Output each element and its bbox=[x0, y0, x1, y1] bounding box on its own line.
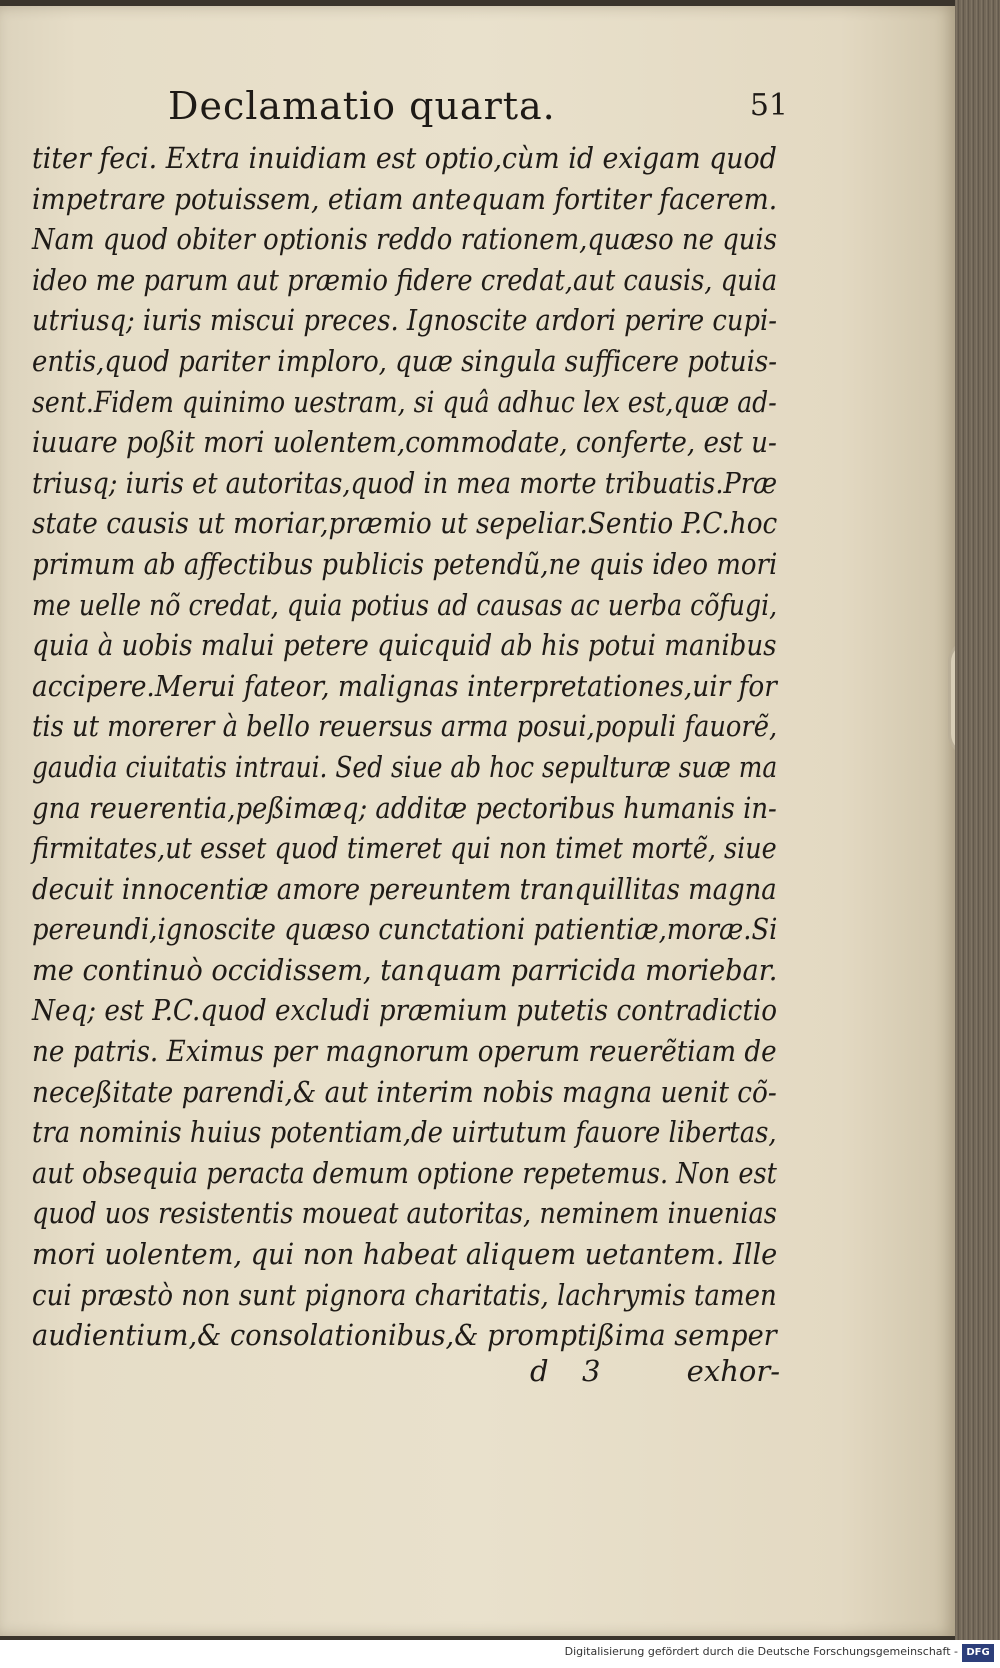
text-line: impetrare potuissem, etiam antequam fortiter facerem. bbox=[32, 181, 778, 216]
text-line: me continuò occidissem, tanquam parricida moriebar. bbox=[32, 952, 778, 987]
text-line: utriusq; iuris miscui preces. Ignoscite ardori perire cupi- bbox=[32, 303, 777, 338]
text-line: ideo me parum aut præmio fidere credat,aut causis, quia bbox=[32, 262, 778, 297]
funding-credit: Digitalisierung gefördert durch die Deutsche Forschungsgemeinschaft - bbox=[564, 1645, 958, 1658]
signature-letter: d bbox=[530, 1354, 549, 1388]
folio-number: 51 bbox=[749, 88, 788, 123]
catchline bbox=[530, 1354, 780, 1394]
page-header bbox=[168, 84, 788, 134]
text-line: entis,quod pariter imploro, quæ singula sufficere potuis- bbox=[32, 343, 777, 378]
text-line: tra nominis huius potentiam,de uirtutum fauore libertas, bbox=[32, 1115, 777, 1150]
text-line: mori uolentem, qui non habeat aliquem uetantem. Ille bbox=[32, 1237, 778, 1272]
text-line: gaudia ciuitatis intraui. Sed siue ab hoc sepulturæ suæ ma bbox=[32, 749, 778, 784]
book-page bbox=[0, 6, 955, 1636]
text-line: state causis ut moriar,præmio ut sepeliar.Sentio P.C.hoc bbox=[32, 506, 778, 541]
text-line: firmitates,ut esset quod timeret qui non timet mortẽ, siue bbox=[32, 831, 777, 866]
signature-number: 3 bbox=[582, 1354, 601, 1388]
text-line: quia à uobis malui petere quicquid ab his potui manibus bbox=[32, 628, 777, 663]
text-line: decuit innocentiæ amore pereuntem tranquillitas magna bbox=[32, 871, 777, 906]
text-line: titer feci. Extra inuidiam est optio,cùm id exigam quod bbox=[32, 141, 777, 175]
text-line: tis ut morerer à bello reuersus arma posui,populi fauorẽ, bbox=[32, 709, 778, 744]
text-line: sent.Fidem quinimo uestram, si quâ adhuc lex est,quæ ad- bbox=[32, 384, 777, 419]
text-line: triusq; iuris et autoritas,quod in mea morte tribuatis.Præ bbox=[32, 465, 778, 500]
text-line: audientium,& consolationibus,& promptißima semper bbox=[32, 1318, 777, 1353]
text-line: cui præstò non sunt pignora charitatis, lachrymis tamen bbox=[32, 1277, 777, 1312]
footer-bar bbox=[0, 1640, 1000, 1668]
book-page-edges bbox=[955, 0, 1000, 1640]
catchword: exhor- bbox=[686, 1354, 780, 1388]
text-line: primum ab affectibus publicis petendũ,ne quis ideo mori bbox=[32, 546, 778, 581]
text-line: gna reuerentia,peßimæq; additæ pectoribus humanis in- bbox=[32, 790, 777, 825]
body-text bbox=[32, 138, 792, 1356]
text-line: pereundi,ignoscite quæso cunctationi patientiæ,moræ.Si bbox=[32, 912, 778, 947]
running-title: Declamatio quarta. bbox=[168, 84, 556, 128]
text-line: neceßitate parendi,& aut interim nobis magna uenit cõ- bbox=[32, 1074, 777, 1109]
text-line: aut obsequia peracta demum optione repetemus. Non est bbox=[32, 1155, 777, 1190]
text-line: accipere.Merui fateor, malignas interpretationes,uir for bbox=[32, 668, 777, 703]
text-line: iuuare poßit mori uolentem,commodate, conferte, est u- bbox=[32, 425, 777, 460]
text-line: ne patris. Eximus per magnorum operum reuerẽtiam de bbox=[32, 1034, 777, 1069]
text-line: Nam quod obiter optionis reddo rationem,quæso ne quis bbox=[32, 222, 777, 257]
text-line: me uelle nõ credat, quia potius ad causas ac uerba cõfugi, bbox=[32, 587, 778, 622]
dfg-logo: DFG bbox=[962, 1644, 994, 1662]
text-line: Neq; est P.C.quod excludi præmium putetis contradictio bbox=[32, 993, 778, 1028]
text-line: quod uos resistentis moueat autoritas, neminem inuenias bbox=[32, 1196, 777, 1231]
